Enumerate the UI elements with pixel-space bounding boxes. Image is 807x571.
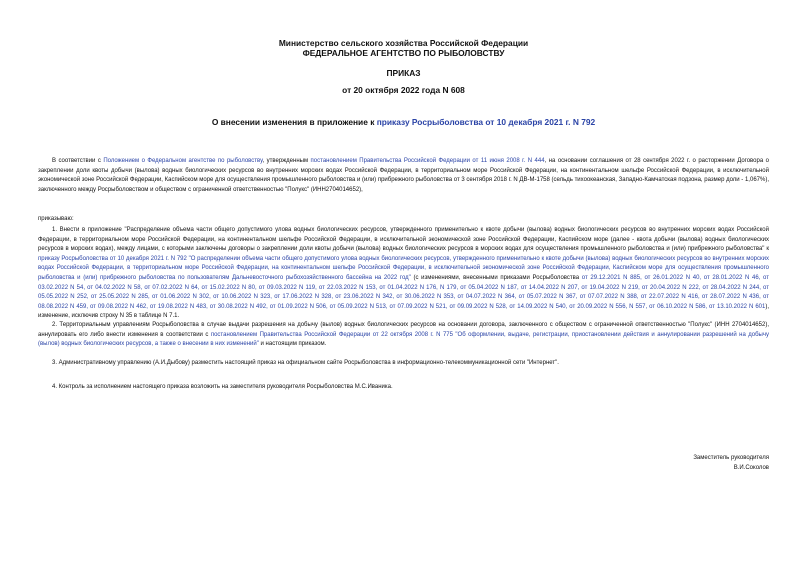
- basis-text-1: В соответствии с: [52, 158, 104, 164]
- agency-title: ФЕДЕРАЛЬНОЕ АГЕНТСТВО ПО РЫБОЛОВСТВУ: [302, 48, 505, 58]
- basis-text-3: , на основании соглашения от 28 сентября 2022 г. о расторжении Договора о закреплении доли квоты добычи (вылова) водных биологических ресурсов во внутренних морских водах Российской Федерации, в территориальном море Российской Федерации, на континентальном шельфе Российской Федерации, в исключительной экономической зоне Российской Федерации, Каспийском море для осуществления промышленного рыболовства и (или) прибрежного рыболовства от 3 сентября 2018 г. N ДВ-М-1758 (сельдь тихоокеанская, Западно-Камчатская подзона, размер доли - 1,067%), заключенного между Росрыболовством и обществом с ограниченной ответственностью "Полукс" (ИНН2704014652),: [38, 158, 769, 193]
- item-2-text-2: и настоящим приказом.: [258, 341, 327, 348]
- basis-paragraph: [38, 157, 769, 195]
- subject-text: О внесении изменения в приложение к: [211, 117, 377, 127]
- signature-name: В.И.Соколов: [733, 465, 769, 471]
- item-3-paragraph: 3. Административному управлению (А.И.Дыбову) разместить настоящий приказ на официальном сайте Росрыболовства в информационно-телекоммуникационной сети "Интернет".: [52, 360, 559, 366]
- item-1-text-1: 1. Внести в приложение "Распределение объема части общего допустимого улова водных биологических ресурсов, утвержденного применительно к квоте добычи (вылова) водных биологических ресурсов во внутренних морских водах Российской Федерации, в территориальном море Российской Федерации, на континентальном шельфе Российской Федерации, в исключительной экономической зоне Российской Федерации, Каспийском море (далее - квота добычи (вылова) водных биологических ресурсов в морских водах), между лицами, с которыми заключены договоры о закреплении доли квоты добычи (вылова) водных биологических ресурсов в морских водах для осуществления промышленного рыболовства и (или) прибрежного рыболовства" к: [38, 227, 769, 253]
- amendments-link[interactable]: от 29.12.2021 N 885, от 26.01.2022 N 40, от 28.01.2022 N 46, от 03.02.2022 N 54, от 04.02.2022 N 58, от 07.02.2022 N 64, от 15.02.2022 N 80, от 09.03.2022 N 119, от 22.03.2022 N 153, от 01.04.2022 N 176, N 179, от 05.04.2022 N 187, от 14.04.2022 N 207, от 19.04.2022 N 219, от 20.04.2022 N 222, от 28.04.2022 N 244, от 05.05.2022 N 252, от 25.05.2022 N 285, от 01.06.2022 N 302, от 10.06.2022 N 323, от 17.06.2022 N 328, от 23.06.2022 N 342, от 30.06.2022 N 353, от 04.07.2022 N 364, от 05.07.2022 N 367, от 07.07.2022 N 388, от 22.07.2022 N 416, от 28.07.2022 N 436, от 08.08.2022 N 459, от 09.08.2022 N 462, от 19.08.2022 N 483, от 30.08.2022 N 492, от 01.09.2022 N 506, от 05.09.2022 N 513, от 07.09.2022 N 521, от 09.09.2022 N 528, от 14.09.2022 N 540, от 20.09.2022 N 556, N 557, от 06.10.2022 N 586, от 13.10.2022 N 601: [38, 274, 770, 310]
- subject-link[interactable]: приказу Росрыболовства от 10 декабря 2021 г. N 792: [376, 117, 596, 127]
- order-792-link[interactable]: приказу Росрыболовства от 10 декабря 2021 г. N 792 "О распределении объема части общего допустимого улова водных биологических ресурсов, утвержденного применительно к квоте добычи (вылова) водных биологических ресурсов во внутренних морских водах Российской Федерации, в территориальном море Российской Федерации, на континентальном шельфе Российской Федерации, в исключительной экономической зоне Российской Федерации, Каспийском море для осуществления промышленного рыболовства и (или) прибрежного рыболовства по пользователям Дальневосточного рыбохозяйственного бассейна на 2022 год": [38, 255, 769, 281]
- regulation-link[interactable]: Положением о Федеральном агентстве по рыболовству: [103, 158, 263, 164]
- item-1-text-2: (с изменениями, внесенными приказами Росрыболовства: [410, 274, 582, 281]
- signature-position: Заместитель руководителя: [693, 455, 769, 461]
- basis-text-2: , утвержденным: [262, 158, 311, 164]
- item-1-paragraph: [38, 226, 769, 322]
- item-2-text-1: 2. Территориальным управлениям Росрыболовства в случае выдачи разрешения на добычу (вылов) водных биологических ресурсов на основании договора, заключенного с обществом с ограниченной ответственностью "Полукс" (ИНН 2704014652), аннулировать его либо внести изменения в соответствии с: [38, 322, 769, 338]
- ordered-label: приказываю:: [38, 216, 74, 222]
- doc-type: ПРИКАЗ: [386, 68, 421, 78]
- government-decree-link[interactable]: постановлением Правительства Российской Федерации от 11 июня 2008 г. N 444: [310, 158, 545, 164]
- item-4-paragraph: 4. Контроль за исполнением настоящего приказа возложить на заместителя руководителя Росрыболовства М.С.Иваника.: [52, 384, 393, 390]
- ministry-title: Министерство сельского хозяйства Российской Федерации: [278, 38, 529, 48]
- item-1-text-3: ), изменение, исключив строку N 35 в таблице N 7.1.: [38, 303, 769, 320]
- item-2-paragraph: [38, 321, 769, 350]
- doc-date-number: от 20 октября 2022 года N 608: [342, 85, 465, 95]
- decree-775-link[interactable]: постановлением Правительства Российской Федерации от 22 октября 2008 г. N 775 "Об оформлении, выдаче, регистрации, приостановлении действия и аннулировании разрешений на добычу (вылов) водных биологических ресурсов, а также о внесении в них изменений": [38, 331, 769, 348]
- doc-subject: [0, 117, 807, 128]
